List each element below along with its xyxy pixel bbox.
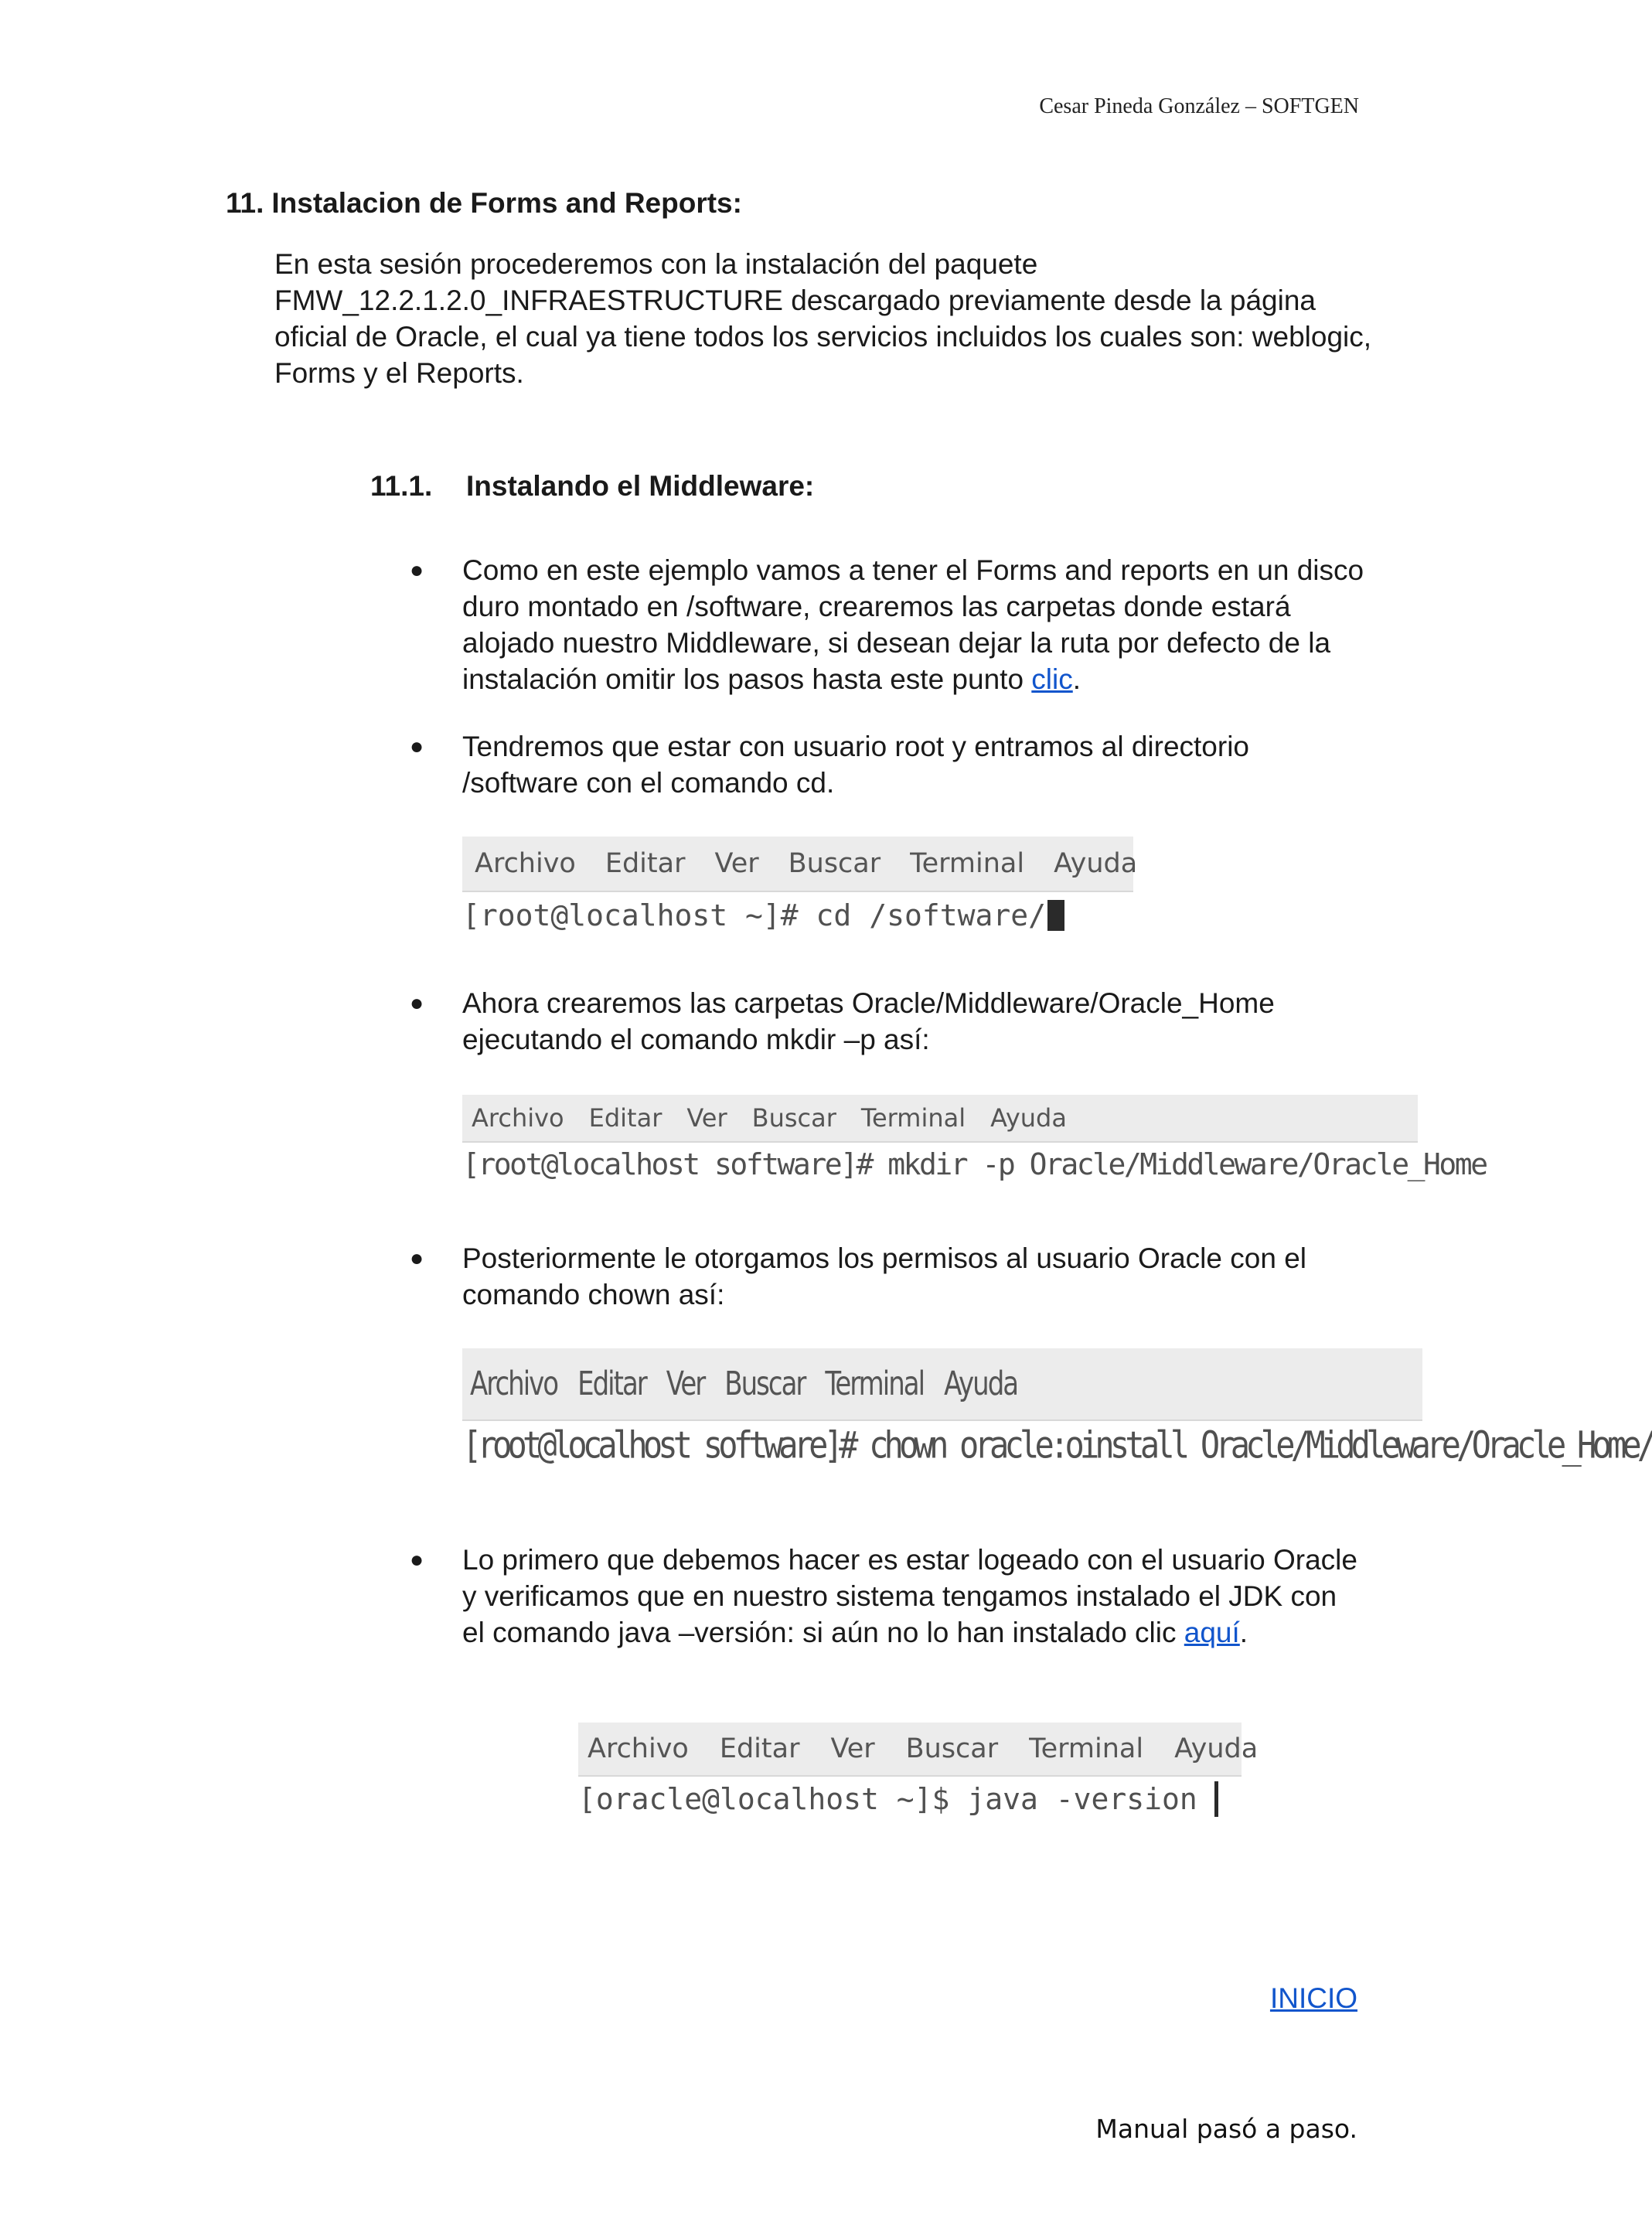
bullet-icon: ● [410, 990, 424, 1016]
terminal-command: [root@localhost software]# mkdir -p Oracle/Middleware/Oracle_Home [462, 1147, 1487, 1181]
menu-editar: Editar [577, 1365, 646, 1403]
terminal-command-line [462, 1143, 1487, 1186]
inicio-link[interactable]: INICIO [1269, 1982, 1357, 2014]
list-item-text: Tendremos que estar con usuario root y entramos al directorio /software con el comando cd. [462, 731, 1250, 799]
list-item-body: Lo primero que debemos hacer es estar logeado con el usuario Oracle y verificamos que en nuestro sistema tengamos instalado el JDK con el comando java –versión: si aún no lo han instalado clic [462, 1544, 1357, 1648]
header-author: Cesar Pineda González – SOFTGEN [1039, 94, 1359, 118]
list-item-body: Como en este ejemplo vamos a tener el Forms and reports en un disco duro montado en /software, crearemos las carpetas donde estará alojado nuestro Middleware, si desean dejar la ruta por defecto de la instalación omitir los pasos hasta este punto [462, 554, 1364, 695]
list-item [410, 728, 1365, 801]
subsection-number: 11.1. [370, 470, 433, 502]
terminal-command: [root@localhost ~]# cd /software/ [462, 898, 1046, 932]
bullet-icon: ● [410, 557, 424, 583]
bullet-icon: ● [410, 734, 424, 759]
menu-buscar: Buscar [905, 1733, 999, 1764]
menu-ver: Ver [714, 848, 759, 879]
list-item-text [414, 1542, 1365, 1651]
menu-editar: Editar [588, 1103, 663, 1133]
terminal-command-line [462, 892, 1133, 939]
cursor-icon [1047, 900, 1064, 931]
terminal-screenshot [462, 1095, 1487, 1186]
menu-terminal: Terminal [1029, 1733, 1144, 1764]
terminal-command: [root@localhost software]# chown oracle:oinstall Oracle/Middleware/Oracle_Home/ [462, 1422, 1652, 1467]
list-item-text [414, 552, 1365, 697]
section-number: 11. [226, 187, 264, 219]
menu-ver: Ver [666, 1365, 705, 1403]
list-item-suffix: . [1239, 1617, 1248, 1648]
section-intro: En esta sesión procederemos con la instalación del paquete FMW_12.2.1.2.0_INFRAESTRUCTURE descargado previamente desde la página oficial de Oracle, el cual ya tiene todos los servicios incluidos los cuales son: weblogic, Forms y el Reports. [274, 248, 1372, 389]
menu-buscar: Buscar [788, 848, 881, 879]
menu-editar: Editar [719, 1733, 800, 1764]
list-item [410, 1542, 1365, 1651]
subsection-title [370, 470, 814, 503]
menu-buscar: Buscar [751, 1103, 836, 1133]
menu-ver: Ver [686, 1103, 727, 1133]
terminal-menu-bar [462, 1095, 1418, 1143]
list-item [410, 552, 1365, 697]
list-item [410, 1240, 1365, 1313]
menu-editar: Editar [605, 848, 686, 879]
subsection-title-text: Instalando el Middleware: [466, 470, 815, 502]
aqui-link[interactable]: aquí [1184, 1617, 1240, 1648]
menu-terminal: Terminal [860, 1103, 966, 1133]
bullet-icon: ● [410, 1547, 424, 1573]
menu-terminal: Terminal [825, 1365, 925, 1403]
cursor-icon [1214, 1781, 1218, 1817]
menu-ayuda: Ayuda [944, 1365, 1018, 1403]
terminal-command-line [462, 1418, 1652, 1471]
menu-ayuda: Ayuda [990, 1103, 1067, 1133]
menu-ver: Ver [830, 1733, 875, 1764]
terminal-command: [oracle@localhost ~]$ java -version [578, 1782, 1197, 1816]
bullet-icon: ● [410, 1246, 424, 1271]
terminal-menu-bar [462, 1348, 1422, 1421]
menu-archivo: Archivo [588, 1733, 689, 1764]
terminal-screenshot [462, 1348, 1652, 1467]
list-item-text: Posteriormente le otorgamos los permisos al usuario Oracle con el comando chown así: [462, 1242, 1306, 1310]
menu-archivo: Archivo [472, 1103, 564, 1133]
clic-link[interactable]: clic [1031, 663, 1073, 695]
terminal-screenshot [462, 837, 1138, 940]
menu-archivo: Archivo [470, 1365, 558, 1403]
footer-text: Manual pasó a paso. [1095, 2114, 1357, 2144]
menu-buscar: Buscar [724, 1365, 806, 1403]
list-item-text: Ahora crearemos las carpetas Oracle/Middleware/Oracle_Home ejecutando el comando mkdir –p así: [462, 987, 1275, 1055]
terminal-command-line [578, 1777, 1242, 1822]
terminal-screenshot [578, 1723, 1259, 1820]
list-item [410, 985, 1365, 1058]
menu-terminal: Terminal [910, 848, 1025, 879]
menu-ayuda: Ayuda [1174, 1733, 1259, 1764]
list-item-suffix: . [1072, 663, 1081, 695]
menu-ayuda: Ayuda [1054, 848, 1138, 879]
section-title [226, 187, 742, 220]
terminal-menu-bar [578, 1723, 1259, 1777]
section-title-text: Instalacion de Forms and Reports: [271, 187, 742, 219]
terminal-menu-bar [462, 837, 1138, 892]
menu-archivo: Archivo [475, 848, 576, 879]
